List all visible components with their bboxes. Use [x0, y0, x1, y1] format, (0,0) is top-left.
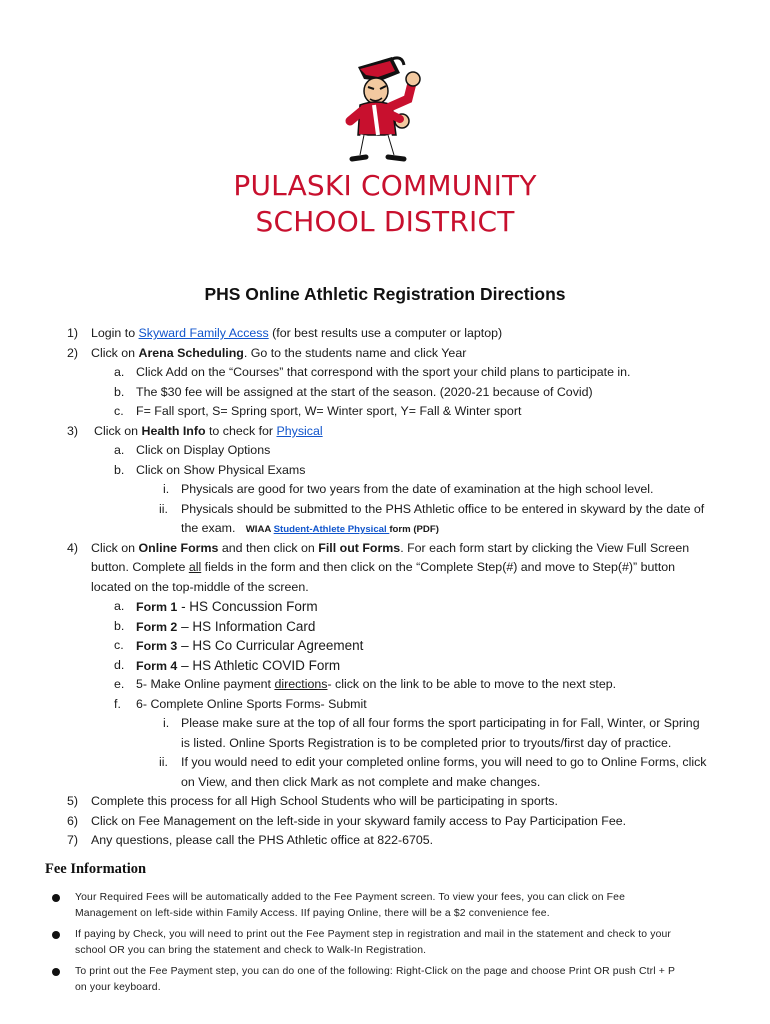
step-4: Click on Online Forms and then click on Fill out Forms. For each form start by clicking the View Full Screen: [91, 541, 690, 555]
step-3: Click on Health Info to check for Physical: [94, 424, 323, 438]
fee-bullet-3-line1: To print out the Fee Payment step, you can do one of the following: Right-Click on the page and choose Print OR push Ctrl + P: [75, 966, 676, 977]
step-4f-i: Please make sure at the top of all four forms the sport participating in for Fall, Winter, or Spring: [181, 716, 700, 730]
substep-roman: ii.: [159, 755, 168, 769]
substep-letter: a.: [114, 599, 125, 613]
step-3b: Click on Show Physical Exams: [136, 463, 306, 477]
step-2b: The $30 fee will be assigned at the start of the season. (2020-21 because of Covid): [136, 385, 593, 399]
fee-bullet-1-line1: Your Required Fees will be automatically added to the Fee Payment screen. To view your fees, you can click on Fee: [75, 892, 626, 903]
step-4d: Form 4 – HS Athletic COVID Form: [136, 658, 341, 673]
step-7: Any questions, please call the PHS Athletic office at 822-6705.: [91, 833, 434, 847]
substep-letter: b.: [114, 385, 125, 399]
fee-information-heading: Fee Information: [45, 861, 147, 877]
wiaa-physical-form-link[interactable]: Student-Athlete Physical: [273, 524, 390, 535]
step-4-cont2: located on the top-middle of the screen.: [91, 580, 309, 594]
fee-bullet-2-line2: school OR you can bring the statement and check to Walk-In Registration.: [75, 945, 427, 956]
substep-letter: c.: [114, 404, 124, 418]
district-name-line1: PULASKI COMMUNITY: [233, 169, 537, 202]
substep-letter: f.: [114, 697, 121, 711]
step-4f: 6- Complete Online Sports Forms- Submit: [136, 697, 367, 711]
step-number: 7): [67, 833, 79, 847]
step-2a: Click Add on the “Courses” that correspond with the sport your child plans to participate in.: [136, 365, 631, 379]
fee-bullet-3-line2: on your keyboard.: [75, 982, 161, 993]
bullet-icon: [52, 968, 60, 976]
step-number: 1): [67, 326, 79, 340]
bullet-icon: [52, 931, 60, 939]
step-number: 6): [67, 814, 79, 828]
step-3a: Click on Display Options: [136, 443, 271, 457]
fee-bullet-1-line2: Management on left-side within Family Access. IIf paying Online, there will be a $2 convenience fee.: [75, 908, 550, 919]
mascot-logo: [330, 55, 440, 165]
step-number: 5): [67, 794, 79, 808]
step-4c: Form 3 – HS Co Curricular Agreement: [136, 638, 364, 653]
substep-letter: e.: [114, 677, 125, 691]
substep-letter: c.: [114, 638, 124, 652]
substep-letter: a.: [114, 365, 125, 379]
substep-roman: i.: [163, 716, 170, 730]
district-name-line2: SCHOOL DISTRICT: [255, 205, 515, 238]
step-number: 4): [67, 541, 79, 555]
bullet-icon: [52, 894, 60, 902]
step-6: Click on Fee Management on the left-side in your skyward family access to Pay Participation Fee.: [91, 814, 627, 828]
step-3b-i: Physicals are good for two years from the date of examination at the high school level.: [181, 482, 654, 496]
step-3b-ii-cont: the exam. WIAA Student-Athlete Physical form (PDF): [181, 521, 439, 535]
step-number: 3): [67, 424, 79, 438]
fee-bullet-2-line1: If paying by Check, you will need to print out the Fee Payment step in registration and mail in the statement and check to your: [75, 929, 672, 940]
skyward-family-access-link[interactable]: Skyward Family Access: [138, 326, 269, 340]
substep-roman: i.: [163, 482, 170, 496]
step-2: Click on Arena Scheduling. Go to the students name and click Year: [91, 346, 467, 360]
substep-letter: b.: [114, 463, 125, 477]
step-4a: Form 1 - HS Concussion Form: [136, 599, 318, 614]
step-1: Login to Skyward Family Access (for best results use a computer or laptop): [91, 326, 503, 340]
physical-link[interactable]: Physical: [276, 424, 323, 438]
step-4-cont1: button. Complete all fields in the form and then click on the “Complete Step(#) and move to Step(#)” button: [91, 560, 676, 574]
step-4f-i-cont: is listed. Online Sports Registration is to be completed prior to tryouts/first day of practice.: [181, 736, 672, 750]
step-4e: 5- Make Online payment directions- click on the link to be able to move to the next step.: [136, 677, 617, 691]
substep-letter: a.: [114, 443, 125, 457]
page-title: PHS Online Athletic Registration Directions: [204, 284, 566, 304]
payment-directions-link[interactable]: directions: [274, 677, 328, 691]
substep-letter: d.: [114, 658, 125, 672]
substep-roman: ii.: [159, 502, 168, 516]
step-4b: Form 2 – HS Information Card: [136, 619, 316, 634]
step-2c: F= Fall sport, S= Spring sport, W= Winter sport, Y= Fall & Winter sport: [136, 404, 522, 418]
substep-letter: b.: [114, 619, 125, 633]
step-number: 2): [67, 346, 79, 360]
step-4f-ii: If you would need to edit your completed online forms, you will need to go to Online Forms, click: [181, 755, 707, 769]
step-3b-ii: Physicals should be submitted to the PHS Athletic office to be entered in skyward by the date of: [181, 502, 705, 516]
step-5: Complete this process for all High School Students who will be participating in sports.: [91, 794, 558, 808]
step-4f-ii-cont: on View, and then click Mark as not complete and make changes.: [181, 775, 541, 789]
